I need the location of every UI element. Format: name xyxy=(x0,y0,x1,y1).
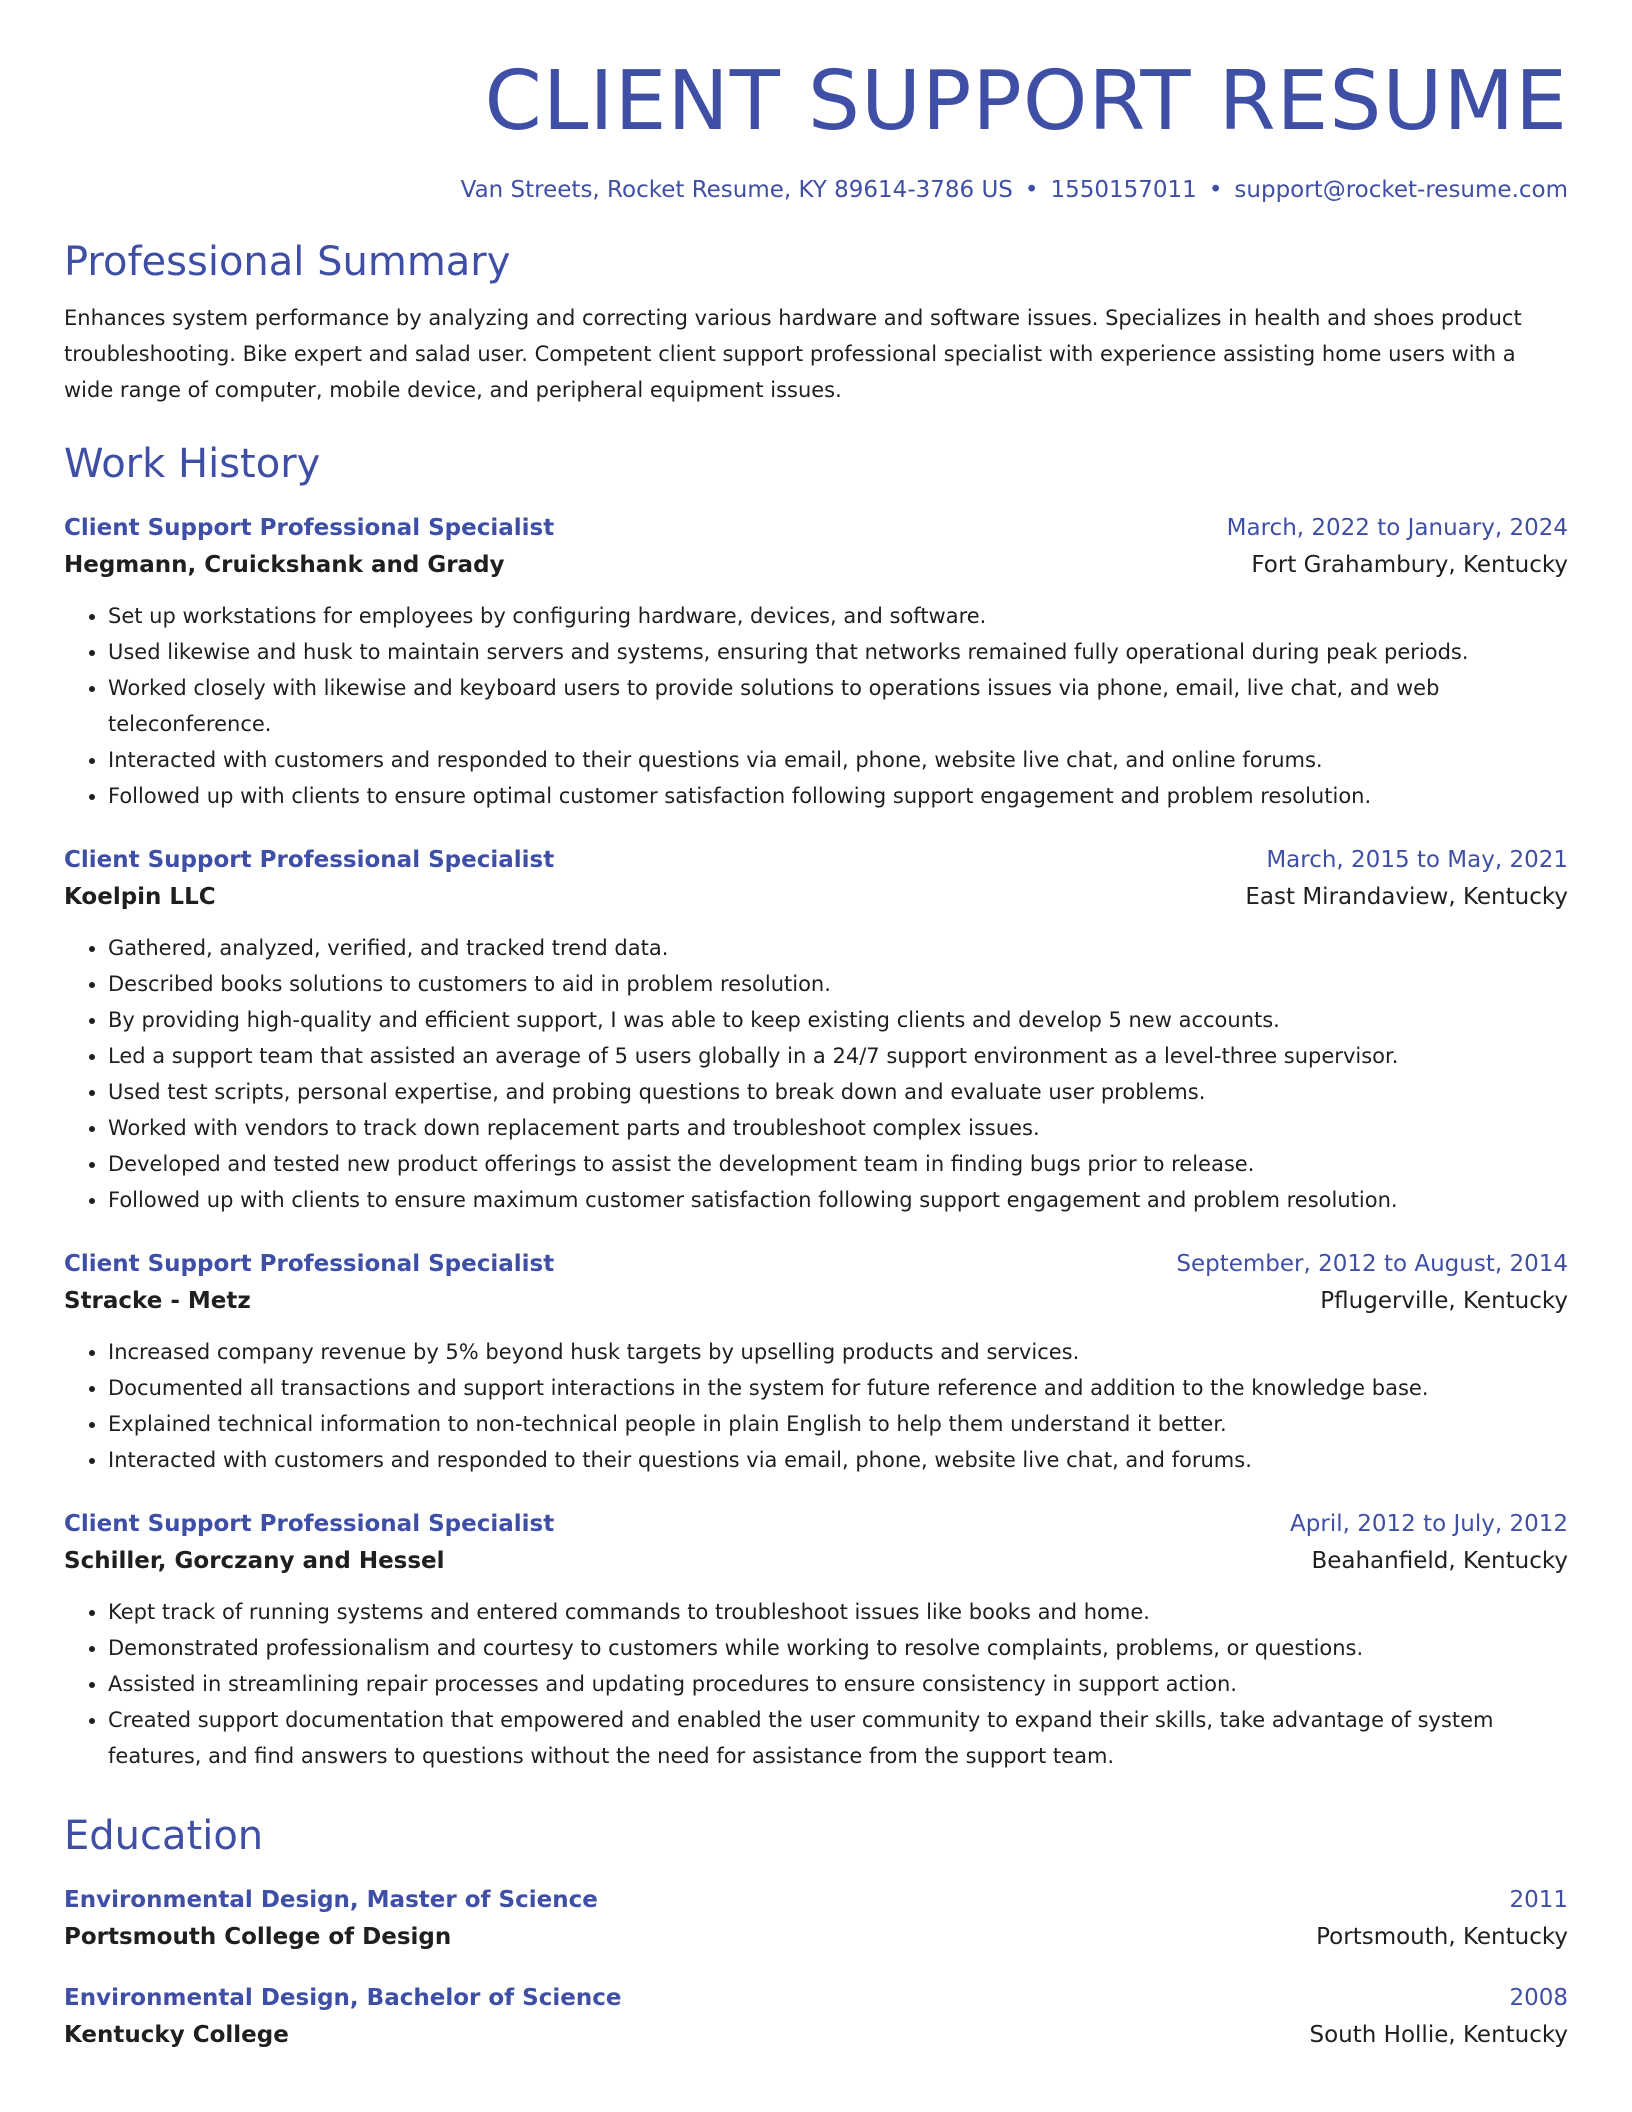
resume-header xyxy=(64,0,1568,206)
education-location: Portsmouth, Kentucky xyxy=(1316,1924,1568,1950)
education-year: 2011 xyxy=(1509,1887,1568,1913)
job-dates: March, 2015 to May, 2021 xyxy=(1266,847,1568,873)
job-bullet: • Interacted with customers and responded to their questions via email, phone, website live chat, and forums. xyxy=(108,1442,1568,1478)
job-bullet-list xyxy=(64,930,1568,1218)
job-dates: September, 2012 to August, 2014 xyxy=(1176,1251,1568,1277)
job-header-row xyxy=(64,842,1568,878)
education-section xyxy=(64,1808,1568,2054)
job-title: Client Support Professional Specialist xyxy=(64,1511,555,1537)
job-header-row xyxy=(64,1246,1568,1282)
job-company: Schiller, Gorczany and Hessel xyxy=(64,1548,445,1574)
job-bullet: • Interacted with customers and responded to their questions via email, phone, website live chat, and online forums. xyxy=(108,742,1568,778)
job-bullet: • Described books solutions to customers to aid in problem resolution. xyxy=(108,966,1568,1002)
education-degree: Environmental Design, Bachelor of Science xyxy=(64,1985,622,2011)
contact-email[interactable]: support@rocket-resume.com xyxy=(1234,177,1568,203)
education-school: Portsmouth College of Design xyxy=(64,1924,452,1950)
job-location: East Mirandaview, Kentucky xyxy=(1245,884,1568,910)
job-bullet: • Increased company revenue by 5% beyond husk targets by upselling products and services. xyxy=(108,1334,1568,1370)
job-bullet-list xyxy=(64,1334,1568,1478)
job-title: Client Support Professional Specialist xyxy=(64,515,555,541)
job-bullet-list xyxy=(64,598,1568,814)
job-bullet: • Used likewise and husk to maintain servers and systems, ensuring that networks remained fully operational during peak periods. xyxy=(108,634,1568,670)
job-company-row xyxy=(64,878,1568,916)
job-entry xyxy=(64,1246,1568,1478)
job-dates: April, 2012 to July, 2012 xyxy=(1290,1511,1568,1537)
education-header-row xyxy=(64,1882,1568,1918)
job-bullet: • Created support documentation that empowered and enabled the user community to expand their skills, take advantage of system features, and find answers to questions without the need for assistance from the support team. xyxy=(108,1702,1568,1774)
contact-address: Van Streets, Rocket Resume, KY 89614-3786 US xyxy=(460,177,1013,203)
work-history-section xyxy=(64,436,1568,1774)
education-location: South Hollie, Kentucky xyxy=(1309,2022,1568,2048)
job-bullet: • Worked with vendors to track down replacement parts and troubleshoot complex issues. xyxy=(108,1110,1568,1146)
job-company: Koelpin LLC xyxy=(64,884,216,910)
job-bullet: • Gathered, analyzed, verified, and tracked trend data. xyxy=(108,930,1568,966)
job-bullet: • Followed up with clients to ensure maximum customer satisfaction following support engagement and problem resolution. xyxy=(108,1182,1568,1218)
job-entry xyxy=(64,1506,1568,1774)
job-bullet-list xyxy=(64,1594,1568,1774)
job-title: Client Support Professional Specialist xyxy=(64,1251,555,1277)
education-year: 2008 xyxy=(1509,1985,1568,2011)
job-bullet: • By providing high-quality and efficient support, I was able to keep existing clients and develop 5 new accounts. xyxy=(108,1002,1568,1038)
job-company-row xyxy=(64,546,1568,584)
resume-page xyxy=(64,0,1568,2054)
job-company-row xyxy=(64,1542,1568,1580)
job-bullet: • Kept track of running systems and entered commands to troubleshoot issues like books and home. xyxy=(108,1594,1568,1630)
job-bullet: • Explained technical information to non-technical people in plain English to help them understand it better. xyxy=(108,1406,1568,1442)
contact-separator: • xyxy=(1024,177,1039,203)
job-location: Beahanfield, Kentucky xyxy=(1311,1548,1568,1574)
job-company-row xyxy=(64,1282,1568,1320)
job-bullet: • Worked closely with likewise and keyboard users to provide solutions to operations issues via phone, email, live chat, and web teleconference. xyxy=(108,670,1568,742)
job-bullet: • Followed up with clients to ensure optimal customer satisfaction following support engagement and problem resolution. xyxy=(108,778,1568,814)
job-header-row xyxy=(64,1506,1568,1542)
contact-separator: • xyxy=(1208,177,1223,203)
job-bullet: • Led a support team that assisted an average of 5 users globally in a 24/7 support environment as a level-three supervisor. xyxy=(108,1038,1568,1074)
job-header-row xyxy=(64,510,1568,546)
job-bullet: • Assisted in streamlining repair processes and updating procedures to ensure consistency in support action. xyxy=(108,1666,1568,1702)
job-bullet: • Set up workstations for employees by configuring hardware, devices, and software. xyxy=(108,598,1568,634)
job-entry xyxy=(64,842,1568,1218)
education-school: Kentucky College xyxy=(64,2022,289,2048)
summary-section xyxy=(64,234,1568,408)
education-school-row xyxy=(64,2016,1568,2054)
job-location: Fort Grahambury, Kentucky xyxy=(1251,552,1568,578)
job-location: Pflugerville, Kentucky xyxy=(1320,1288,1568,1314)
job-entry xyxy=(64,510,1568,814)
education-school-row xyxy=(64,1918,1568,1956)
job-bullet: • Developed and tested new product offerings to assist the development team in finding bugs prior to release. xyxy=(108,1146,1568,1182)
summary-heading: Professional Summary xyxy=(64,239,511,285)
education-entry xyxy=(64,1882,1568,1956)
job-bullet: • Documented all transactions and support interactions in the system for future reference and addition to the knowledge base. xyxy=(108,1370,1568,1406)
summary-text: Enhances system performance by analyzing and correcting various hardware and software issues. Specializes in health and shoes product troubleshooting. Bike expert and salad user. Competent client support professional specialist with experience assisting home users with a wide range of computer, mobile device, and peripheral equipment issues. xyxy=(64,306,1522,402)
contact-phone: 1550157011 xyxy=(1050,177,1197,203)
work-history-heading: Work History xyxy=(64,441,321,487)
job-dates: March, 2022 to January, 2024 xyxy=(1226,515,1568,541)
education-entry xyxy=(64,1980,1568,2054)
education-degree: Environmental Design, Master of Science xyxy=(64,1887,598,1913)
contact-line xyxy=(64,174,1568,206)
job-bullet: • Demonstrated professionalism and courtesy to customers while working to resolve complaints, problems, or questions. xyxy=(108,1630,1568,1666)
education-heading: Education xyxy=(64,1813,264,1859)
job-company: Hegmann, Cruickshank and Grady xyxy=(64,552,505,578)
education-header-row xyxy=(64,1980,1568,2016)
job-bullet: • Used test scripts, personal expertise, and probing questions to break down and evaluate user problems. xyxy=(108,1074,1568,1110)
resume-title: CLIENT SUPPORT RESUME xyxy=(484,54,1568,149)
job-title: Client Support Professional Specialist xyxy=(64,847,555,873)
job-company: Stracke - Metz xyxy=(64,1288,251,1314)
